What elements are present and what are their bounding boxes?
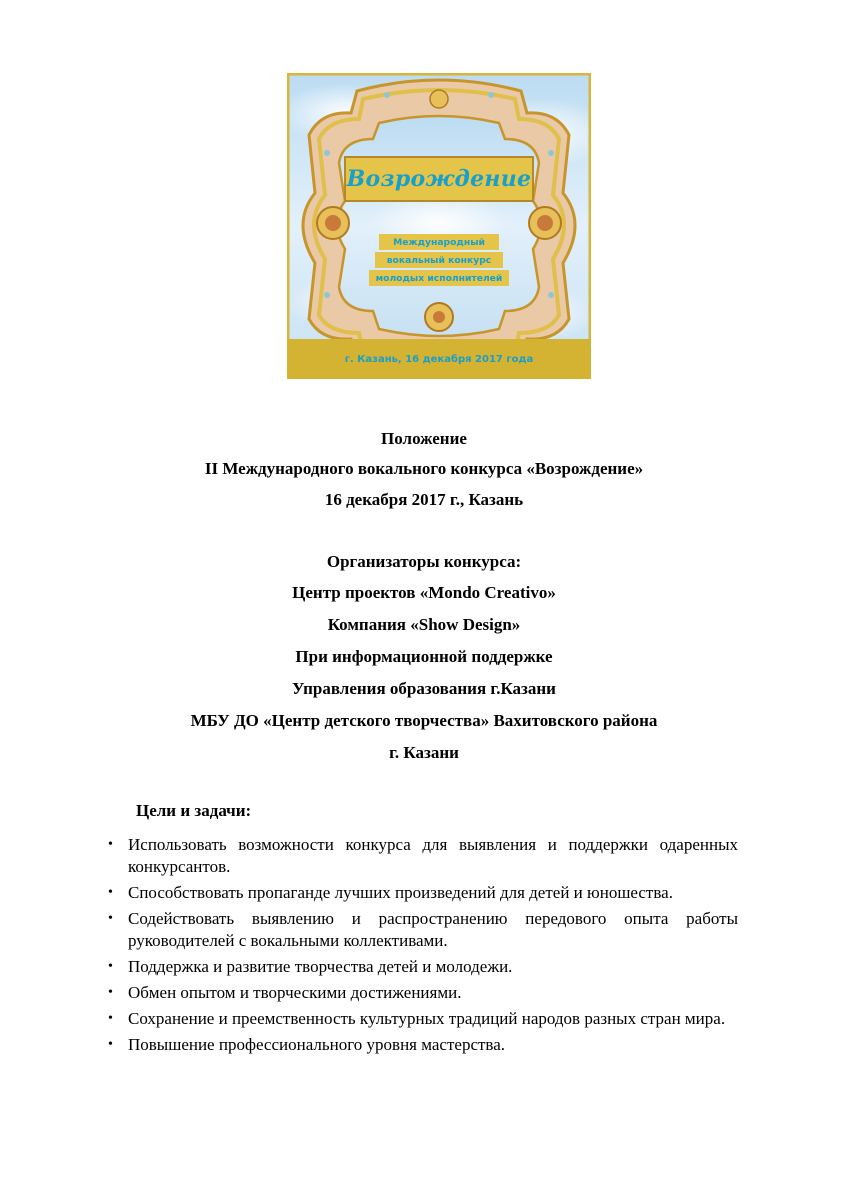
goal-item-text: Использовать возможности конкурса для выявления и поддержки одаренных конкурсантов. — [128, 835, 738, 876]
bullet-icon: • — [108, 1037, 113, 1052]
organizer-line: При информационной поддержке — [295, 647, 553, 666]
poster-subtitle-line: вокальный конкурс — [386, 254, 492, 266]
goal-item — [106, 1034, 738, 1056]
goal-item — [106, 882, 738, 904]
goal-item — [106, 956, 738, 978]
goal-item-text: Способствовать пропаганде лучших произведений для детей и юношества. — [128, 883, 673, 902]
event-poster — [287, 73, 591, 379]
bullet-icon: • — [108, 837, 113, 852]
bullet-icon: • — [108, 985, 113, 1000]
document-subtitle: II Международного вокального конкурса «Возрождение» — [204, 459, 644, 478]
document-title: Положение — [381, 429, 467, 448]
bullet-icon: • — [108, 1011, 113, 1026]
goal-item-text: Содействовать выявлению и распространению передового опыта работы руководителей с вокальными коллективами. — [128, 909, 738, 950]
poster-title: Возрождение — [346, 166, 532, 192]
organizer-line: г. Казани — [389, 743, 459, 762]
organizer-line: Компания «Show Design» — [327, 615, 521, 634]
organizer-line: Управления образования г.Казани — [292, 679, 556, 698]
goal-item — [106, 982, 738, 1004]
organizer-line: МБУ ДО «Центр детского творчества» Вахитовского района — [190, 711, 658, 730]
bullet-icon: • — [108, 911, 113, 926]
goal-item-text: Сохранение и преемственность культурных традиций народов разных стран мира. — [128, 1009, 726, 1028]
goals-list — [106, 834, 738, 1060]
goal-item — [106, 908, 738, 952]
goal-item-text: Поддержка и развитие творчества детей и молодежи. — [128, 957, 513, 976]
bullet-icon: • — [108, 885, 113, 900]
bullet-icon: • — [108, 959, 113, 974]
poster-subtitle-line: Международный — [393, 236, 485, 248]
goal-item-text: Повышение профессионального уровня мастерства. — [128, 1035, 506, 1054]
poster-subtitle-line: молодых исполнителей — [375, 272, 503, 284]
goal-item — [106, 1008, 738, 1030]
goal-item — [106, 834, 738, 878]
ornate-frame-illustration — [287, 73, 591, 379]
organizers-heading: Организаторы конкурса: — [326, 552, 522, 571]
organizer-line: Центр проектов «Mondo Creativo» — [292, 583, 556, 602]
poster-footer-date: г. Казань, 16 декабря 2017 года — [344, 353, 534, 365]
goals-heading: Цели и задачи: — [136, 801, 252, 820]
document-date-place: 16 декабря 2017 г., Казань — [324, 490, 524, 509]
goal-item-text: Обмен опытом и творческими достижениями. — [128, 983, 462, 1002]
